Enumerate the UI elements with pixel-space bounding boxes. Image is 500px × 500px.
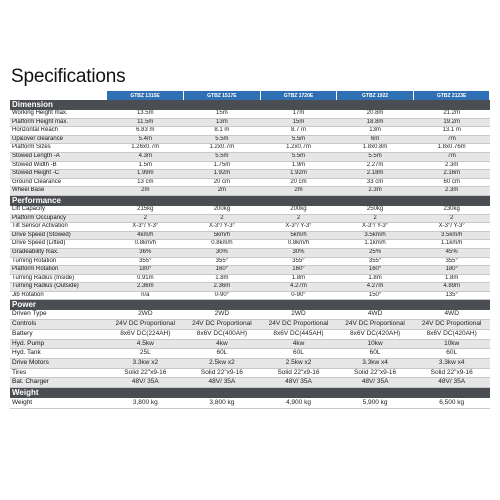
row-value: 4kw: [260, 339, 337, 349]
row-value: 60L: [413, 349, 490, 359]
row-value: 5,900 kg: [337, 398, 414, 409]
row-value: 0.8km/h: [260, 240, 337, 249]
table-row: [10, 118, 490, 127]
row-value: 2.36m: [184, 283, 261, 292]
row-value: 2: [184, 214, 261, 223]
row-value: 5km/h: [260, 231, 337, 240]
row-value: 160°: [184, 266, 261, 275]
row-value: 2.3m: [413, 187, 490, 196]
row-value: 11.5m: [107, 118, 184, 127]
table-row: [10, 178, 490, 187]
row-label: Gradeability max.: [10, 248, 107, 257]
row-value: 4WD: [413, 310, 490, 319]
row-value: 1.2x0.7m: [184, 144, 261, 153]
row-label: Platform Height max.: [10, 118, 107, 127]
row-value: 4,900 kg: [260, 398, 337, 409]
row-label: Stowed Length -A: [10, 152, 107, 161]
row-label: Controls: [10, 320, 107, 330]
row-label: Stowed Height -C: [10, 170, 107, 179]
row-value: 0-90°: [260, 291, 337, 300]
row-value: 3.3kw x2: [107, 358, 184, 368]
section-title: Weight: [10, 388, 490, 399]
row-label: Battery: [10, 329, 107, 339]
row-value: 13 cm: [107, 178, 184, 187]
table-row: [10, 291, 490, 300]
table-row: [10, 274, 490, 283]
row-label: Tilt Sensor Activation: [10, 223, 107, 232]
row-label: Turning Radius (Inside): [10, 274, 107, 283]
row-value: 1.75m: [184, 161, 261, 170]
row-value: 13m: [184, 118, 261, 127]
section-title: Dimension: [10, 100, 490, 110]
row-value: 1.8x0.8m: [337, 144, 414, 153]
section-title: Performance: [10, 195, 490, 206]
row-value: 25%: [337, 248, 414, 257]
section-header-row: [10, 100, 490, 110]
section-title: Power: [10, 300, 490, 311]
row-value: 2.5kw x2: [184, 358, 261, 368]
row-value: n/a: [107, 291, 184, 300]
row-value: 24V DC Proportional: [413, 320, 490, 330]
row-value: 30%: [260, 248, 337, 257]
row-value: 10kw: [413, 339, 490, 349]
section-dimension: [10, 100, 490, 195]
row-value: 5km/h: [184, 231, 261, 240]
row-value: 60L: [184, 349, 261, 359]
row-value: 36%: [107, 248, 184, 257]
table-row: [10, 283, 490, 292]
row-value: 215kg: [107, 206, 184, 214]
row-value: 1.9m: [260, 161, 337, 170]
row-value: 1.92m: [260, 170, 337, 179]
row-label: Turning Radius (Outside): [10, 283, 107, 292]
model-header: GTBZ 1315E: [107, 91, 184, 100]
specifications-table: [10, 91, 490, 409]
row-value: 33 cm: [337, 178, 414, 187]
row-value: 2WD: [260, 310, 337, 319]
row-value: 13.5m: [107, 110, 184, 118]
row-value: 8x6V DC(420AH): [413, 329, 490, 339]
row-value: 0-90°: [184, 291, 261, 300]
table-row: [10, 368, 490, 378]
row-value: X-3°/ Y-3°: [184, 223, 261, 232]
row-value: 160°: [260, 266, 337, 275]
table-row: [10, 152, 490, 161]
row-value: 48V/ 35A: [260, 378, 337, 388]
row-value: 48V/ 35A: [184, 378, 261, 388]
row-value: 5.5m: [260, 152, 337, 161]
table-row: [10, 206, 490, 214]
row-value: Solid 22"x9-16: [260, 368, 337, 378]
row-label: Drive Speed (Lifted): [10, 240, 107, 249]
table-row: [10, 320, 490, 330]
row-value: 355°: [337, 257, 414, 266]
row-value: 1.2x0.7m: [260, 144, 337, 153]
row-value: 5.5m: [260, 135, 337, 144]
row-value: 135°: [413, 291, 490, 300]
row-value: 8x6V DC(400AH): [184, 329, 261, 339]
row-value: 180°: [107, 266, 184, 275]
row-value: 60L: [260, 349, 337, 359]
row-value: 3.5km/h: [337, 231, 414, 240]
row-value: 8x6V DC(445AH): [260, 329, 337, 339]
row-value: 25L: [107, 349, 184, 359]
row-label: Horizontal Reach: [10, 127, 107, 136]
row-label: Platform Rotation: [10, 266, 107, 275]
row-value: 2.36m: [107, 283, 184, 292]
row-label: Platform Sizes: [10, 144, 107, 153]
section-power: [10, 300, 490, 388]
table-row: [10, 257, 490, 266]
section-weight: [10, 388, 490, 409]
row-value: 2.18m: [337, 170, 414, 179]
row-value: 3,800 kg: [184, 398, 261, 409]
table-row: [10, 170, 490, 179]
row-value: 3,800 kg: [107, 398, 184, 409]
table-row: [10, 329, 490, 339]
row-value: 1.8m: [337, 274, 414, 283]
table-row: [10, 240, 490, 249]
row-value: 1.8m: [184, 274, 261, 283]
row-value: 200kg: [184, 206, 261, 214]
row-value: 13.1 m: [413, 127, 490, 136]
model-header: GTBZ 1720E: [260, 91, 337, 100]
row-value: 1.1km/h: [413, 240, 490, 249]
row-label: Lift Capacity: [10, 206, 107, 214]
row-value: 3.3kw x4: [413, 358, 490, 368]
row-value: 4WD: [337, 310, 414, 319]
row-label: Hyd. Tank: [10, 349, 107, 359]
row-value: 4.27m: [337, 283, 414, 292]
header-corner: [10, 91, 107, 100]
row-label: Hyd. Pump: [10, 339, 107, 349]
table-row: [10, 110, 490, 118]
row-value: 0.8km/h: [107, 240, 184, 249]
row-value: 2WD: [107, 310, 184, 319]
row-value: 60 cm: [413, 178, 490, 187]
page-title: Specifications: [11, 66, 126, 87]
row-value: 20 cm: [260, 178, 337, 187]
row-value: 2: [107, 214, 184, 223]
row-value: 355°: [260, 257, 337, 266]
table-row: [10, 378, 490, 388]
row-value: 4.27m: [260, 283, 337, 292]
row-value: 2: [260, 214, 337, 223]
row-value: 1.26x0.7m: [107, 144, 184, 153]
section-performance: [10, 195, 490, 300]
model-header: GTBZ 1922: [337, 91, 414, 100]
row-value: 20 cm: [184, 178, 261, 187]
row-value: 2.3m: [413, 161, 490, 170]
row-value: 2.3m: [337, 187, 414, 196]
section-header-row: [10, 300, 490, 311]
model-header: GTBZ 1517E: [184, 91, 261, 100]
row-value: 3.5km/h: [413, 231, 490, 240]
table-row: [10, 248, 490, 257]
section-header-row: [10, 195, 490, 206]
row-value: 1.1km/h: [337, 240, 414, 249]
row-value: 8x6V DC(420AH): [337, 329, 414, 339]
table-row: [10, 223, 490, 232]
model-header: GTBZ 2123E: [413, 91, 490, 100]
row-value: X-3°/ Y-3°: [413, 223, 490, 232]
row-value: 4.5kw: [107, 339, 184, 349]
row-value: 1.5m: [107, 161, 184, 170]
row-value: 6m: [337, 135, 414, 144]
row-label: Working Height max.: [10, 110, 107, 118]
row-value: 24V DC Proportional: [260, 320, 337, 330]
row-value: 45%: [413, 248, 490, 257]
row-value: 1.8m: [413, 274, 490, 283]
row-value: 17m: [260, 110, 337, 118]
row-value: 60L: [337, 349, 414, 359]
table-row: [10, 231, 490, 240]
table-row: [10, 398, 490, 409]
row-value: 160°: [337, 266, 414, 275]
row-value: 4km/h: [107, 231, 184, 240]
row-label: Up&over clearance: [10, 135, 107, 144]
row-value: 0.8km/h: [184, 240, 261, 249]
row-value: 20.8m: [337, 110, 414, 118]
row-value: 2m: [260, 187, 337, 196]
row-value: 30%: [184, 248, 261, 257]
row-value: 355°: [413, 257, 490, 266]
row-value: 8.7 m: [260, 127, 337, 136]
row-value: 180°: [413, 266, 490, 275]
row-value: 19.2m: [413, 118, 490, 127]
row-value: 6,500 kg: [413, 398, 490, 409]
row-value: 48V/ 35A: [107, 378, 184, 388]
row-value: 8.1 m: [184, 127, 261, 136]
row-label: Jib Rotation: [10, 291, 107, 300]
row-value: 1.8x0.76m: [413, 144, 490, 153]
row-value: 1.92m: [184, 170, 261, 179]
row-value: 5.4m: [107, 135, 184, 144]
row-value: X-3°/ Y-3°: [337, 223, 414, 232]
row-value: 24V DC Proportional: [337, 320, 414, 330]
table-row: [10, 358, 490, 368]
row-value: 7m: [413, 152, 490, 161]
row-value: 8x6V DC(224AH): [107, 329, 184, 339]
row-value: 4.89m: [413, 283, 490, 292]
row-value: 15m: [184, 110, 261, 118]
table-row: [10, 187, 490, 196]
row-label: Wheel Base: [10, 187, 107, 196]
table-row: [10, 144, 490, 153]
row-label: Tires: [10, 368, 107, 378]
row-value: Solid 22"x9-16: [413, 368, 490, 378]
row-value: 21.2m: [413, 110, 490, 118]
row-value: 355°: [184, 257, 261, 266]
row-value: 250kg: [337, 206, 414, 214]
row-value: 5.5m: [184, 135, 261, 144]
row-label: Bat. Charger: [10, 378, 107, 388]
row-value: 150°: [337, 291, 414, 300]
row-value: 4.3m: [107, 152, 184, 161]
row-value: 1.99m: [107, 170, 184, 179]
row-value: 2m: [184, 187, 261, 196]
table-row: [10, 266, 490, 275]
row-value: 2.5kw x2: [260, 358, 337, 368]
row-value: 5.5m: [337, 152, 414, 161]
table-row: [10, 214, 490, 223]
row-value: X-3°/ Y-3°: [107, 223, 184, 232]
row-value: Solid 22"x9-16: [337, 368, 414, 378]
row-value: X-3°/ Y-3°: [260, 223, 337, 232]
row-value: 230kg: [413, 206, 490, 214]
row-value: 48V/ 35A: [413, 378, 490, 388]
table-row: [10, 135, 490, 144]
row-value: 48V/ 35A: [337, 378, 414, 388]
section-header-row: [10, 388, 490, 399]
row-value: 2m: [107, 187, 184, 196]
table-row: [10, 127, 490, 136]
row-value: 15m: [260, 118, 337, 127]
row-value: 5.5m: [184, 152, 261, 161]
row-value: 7m: [413, 135, 490, 144]
table-row: [10, 310, 490, 319]
row-value: 3.3kw x4: [337, 358, 414, 368]
row-label: Turning Rotation: [10, 257, 107, 266]
row-value: 0.91m: [107, 274, 184, 283]
row-label: Ground Clearance: [10, 178, 107, 187]
row-label: Drive Motors: [10, 358, 107, 368]
row-label: Drive Speed (Stowed): [10, 231, 107, 240]
table-row: [10, 339, 490, 349]
row-value: 13m: [337, 127, 414, 136]
row-value: 24V DC Proportional: [184, 320, 261, 330]
row-value: 24V DC Proportional: [107, 320, 184, 330]
row-label: Platform Occupancy: [10, 214, 107, 223]
table-row: [10, 349, 490, 359]
row-value: 6.83 m: [107, 127, 184, 136]
row-value: 1.8m: [260, 274, 337, 283]
row-label: Driven Type: [10, 310, 107, 319]
row-value: 18.8m: [337, 118, 414, 127]
row-value: 2: [337, 214, 414, 223]
row-value: 2WD: [184, 310, 261, 319]
table-row: [10, 161, 490, 170]
row-value: 2.16m: [413, 170, 490, 179]
row-value: 200kg: [260, 206, 337, 214]
row-label: Stowed Width -B: [10, 161, 107, 170]
row-label: Weight: [10, 398, 107, 409]
row-value: Solid 22"x9-16: [184, 368, 261, 378]
row-value: 2: [413, 214, 490, 223]
row-value: Solid 22"x9-16: [107, 368, 184, 378]
model-header-row: [10, 91, 490, 100]
row-value: 10kw: [337, 339, 414, 349]
row-value: 355°: [107, 257, 184, 266]
row-value: 2.27m: [337, 161, 414, 170]
row-value: 4kw: [184, 339, 261, 349]
